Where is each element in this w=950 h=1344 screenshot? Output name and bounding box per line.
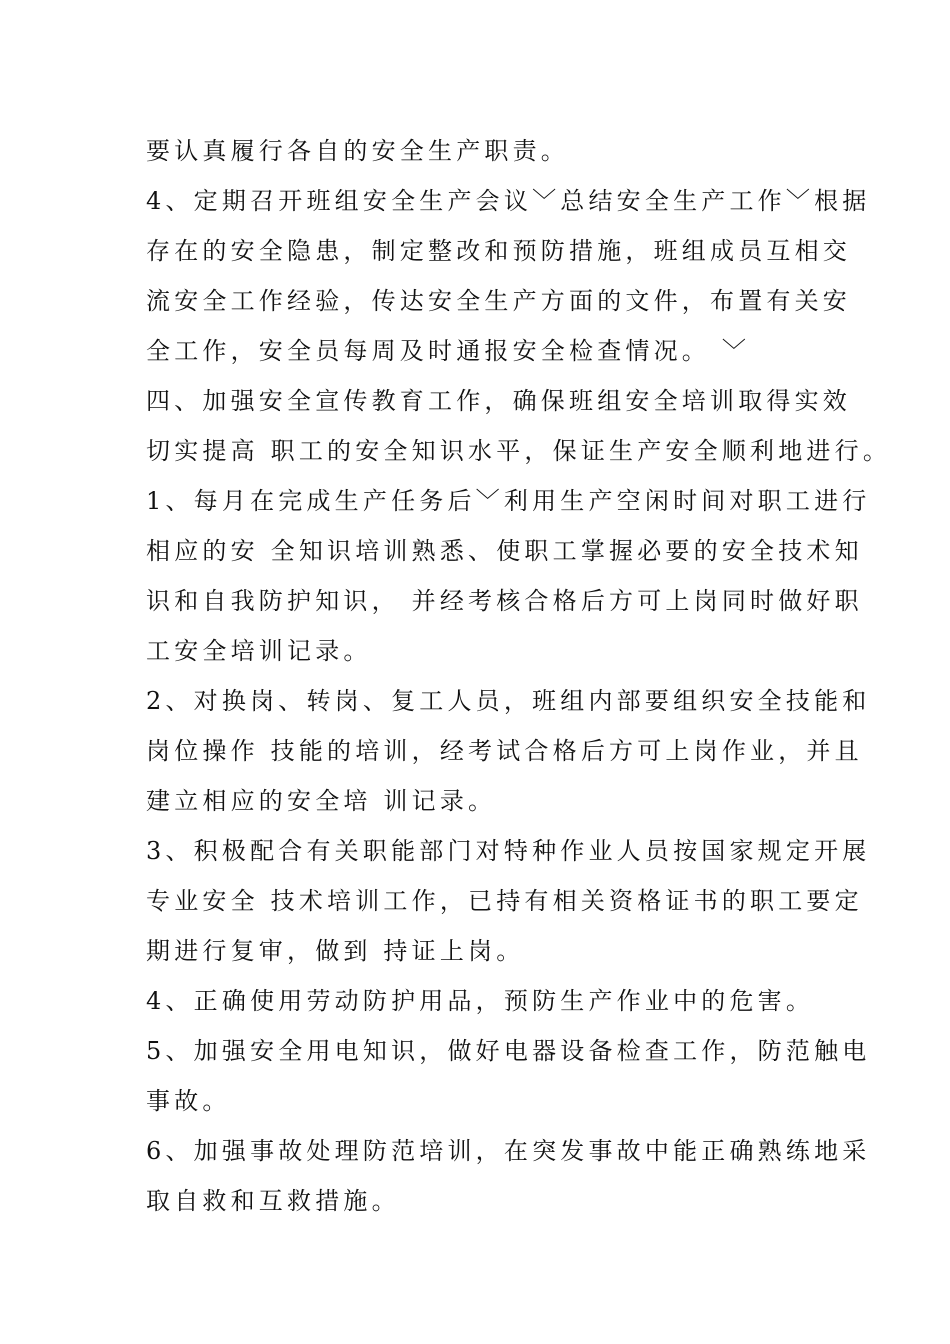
text-line: 识和自我防护知识， 并经考核合格后方可上岗同时做好职 (146, 587, 863, 615)
text-line: 1、每月在完成生产任务后﹀利用生产空闲时间对职工进行 (146, 487, 871, 515)
text-line: 期进行复审，做到 持证上岗。 (146, 937, 525, 965)
text-line: 相应的安 全知识培训熟悉、使职工掌握必要的安全技术知 (146, 537, 863, 565)
text-line: 建立相应的安全培 训记录。 (146, 787, 497, 815)
text-line: 岗位操作 技能的培训，经考试合格后方可上岗作业，并且 (146, 737, 863, 765)
text-line: 3、积极配合有关职能部门对特种作业人员按国家规定开展 (146, 837, 871, 865)
text-line: 专业安全 技术培训工作，已持有相关资格证书的职工要定 (146, 887, 863, 915)
text-line: 6、加强事故处理防范培训，在突发事故中能正确熟练地采 (146, 1137, 871, 1165)
text-line: 事故。 (146, 1087, 231, 1115)
text-line: 2、对换岗、转岗、复工人员，班组内部要组织安全技能和 (146, 687, 871, 715)
text-line: 取自救和互救措施。 (146, 1187, 400, 1215)
text-line: 存在的安全隐患，制定整改和预防措施，班组成员互相交 (146, 237, 851, 265)
text-line: 要认真履行各自的安全生产职责。 (146, 137, 569, 165)
text-line: 4、定期召开班组安全生产会议﹀总结安全生产工作﹀根据 (146, 187, 871, 215)
text-line: 全工作，安全员每周及时通报安全检查情况。 ﹀ (146, 337, 751, 365)
text-line: 流安全工作经验，传达安全生产方面的文件，布置有关安 (146, 287, 851, 315)
text-line: 5、加强安全用电知识，做好电器设备检查工作，防范触电 (146, 1037, 871, 1065)
text-line: 切实提高 职工的安全知识水平，保证生产安全顺利地进行。 (146, 437, 892, 465)
text-line: 工安全培训记录。 (146, 637, 372, 665)
text-line: 四、加强安全宣传教育工作，确保班组安全培训取得实效 (146, 387, 851, 415)
text-line: 4、正确使用劳动防护用品，预防生产作业中的危害。 (146, 987, 815, 1015)
